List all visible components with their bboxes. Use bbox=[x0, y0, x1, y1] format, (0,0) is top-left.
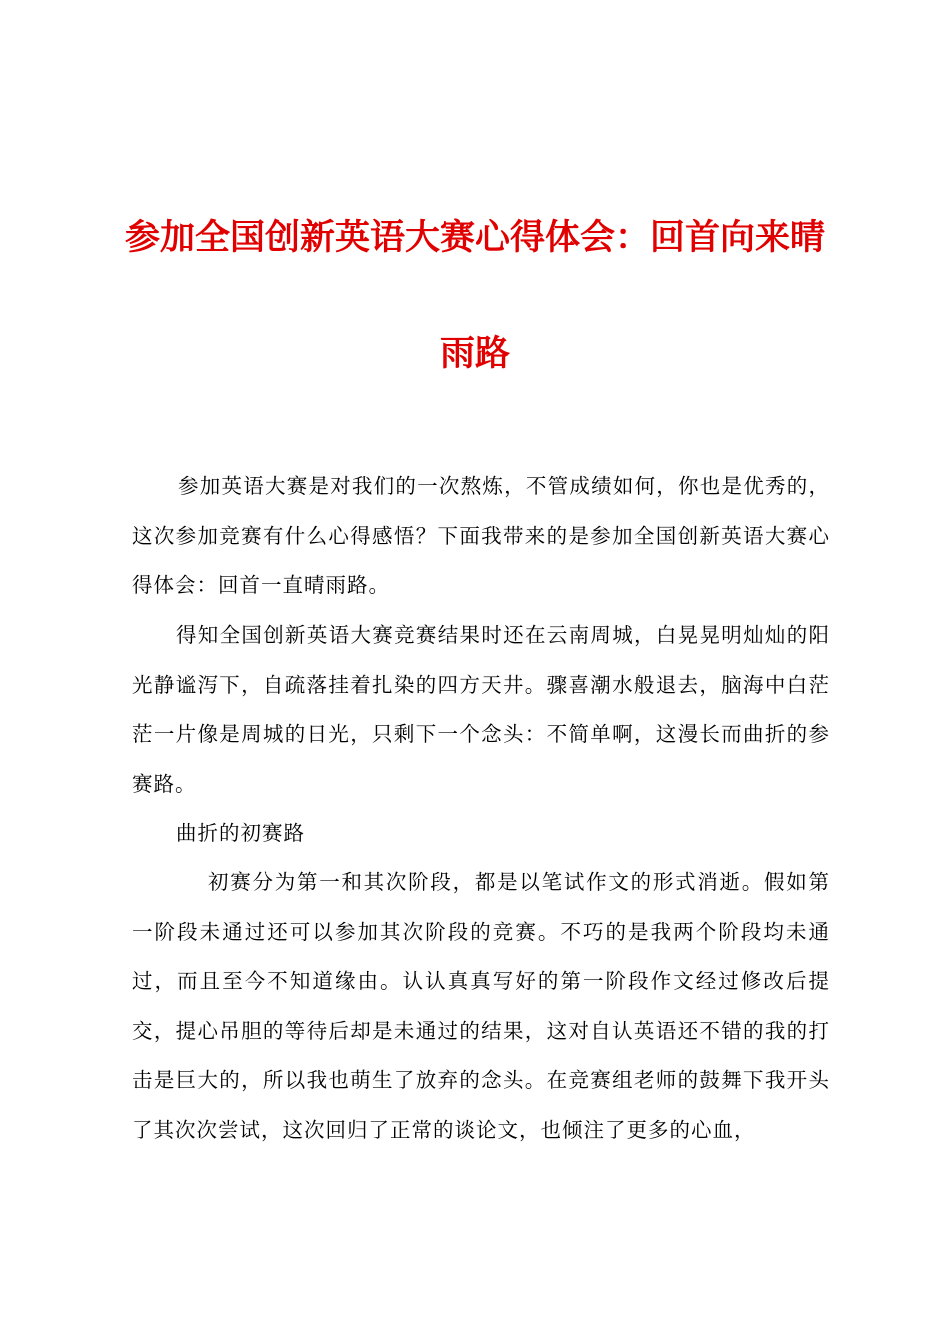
document-title-line-1: 参加全国创新英语大赛心得体会：回首向来晴 bbox=[124, 218, 825, 258]
paragraph-intro: 参加英语大赛是对我们的一次熬炼，不管成绩如何，你也是优秀的，这次参加竞赛有什么心得感悟？下面我带来的是参加全国创新英语大赛心得体会：回首一直晴雨路。 bbox=[132, 474, 830, 597]
document-title-line-2: 雨路 bbox=[439, 334, 510, 374]
paragraph-preliminary-round: 初赛分为第一和其次阶段，都是以笔试作文的形式消逝。假如第一阶段未通过还可以参加其次阶段的竞赛。不巧的是我两个阶段均未通过，而且至今不知道缘由。认认真真写好的第一阶段作文经过修改后提交，提心吊胆的等待后却是未通过的结果，这对自认英语还不错的我的打击是巨大的，所以我也萌生了放弃的念头。在竞赛组老师的鼓舞下我开头了其次次尝试，这次回归了正常的谈论文，也倾注了更多的心血， bbox=[132, 870, 830, 1142]
paragraph-result-news: 得知全国创新英语大赛竞赛结果时还在云南周城，白晃晃明灿灿的阳光静谧泻下，自疏落挂着扎染的四方天井。骤喜潮水般退去，脑海中白茫茫一片像是周城的日光，只剩下一个念头：不简单啊，这漫长而曲折的参赛路。 bbox=[132, 623, 830, 796]
section-heading-preliminary: 曲折的初赛路 bbox=[176, 821, 305, 845]
